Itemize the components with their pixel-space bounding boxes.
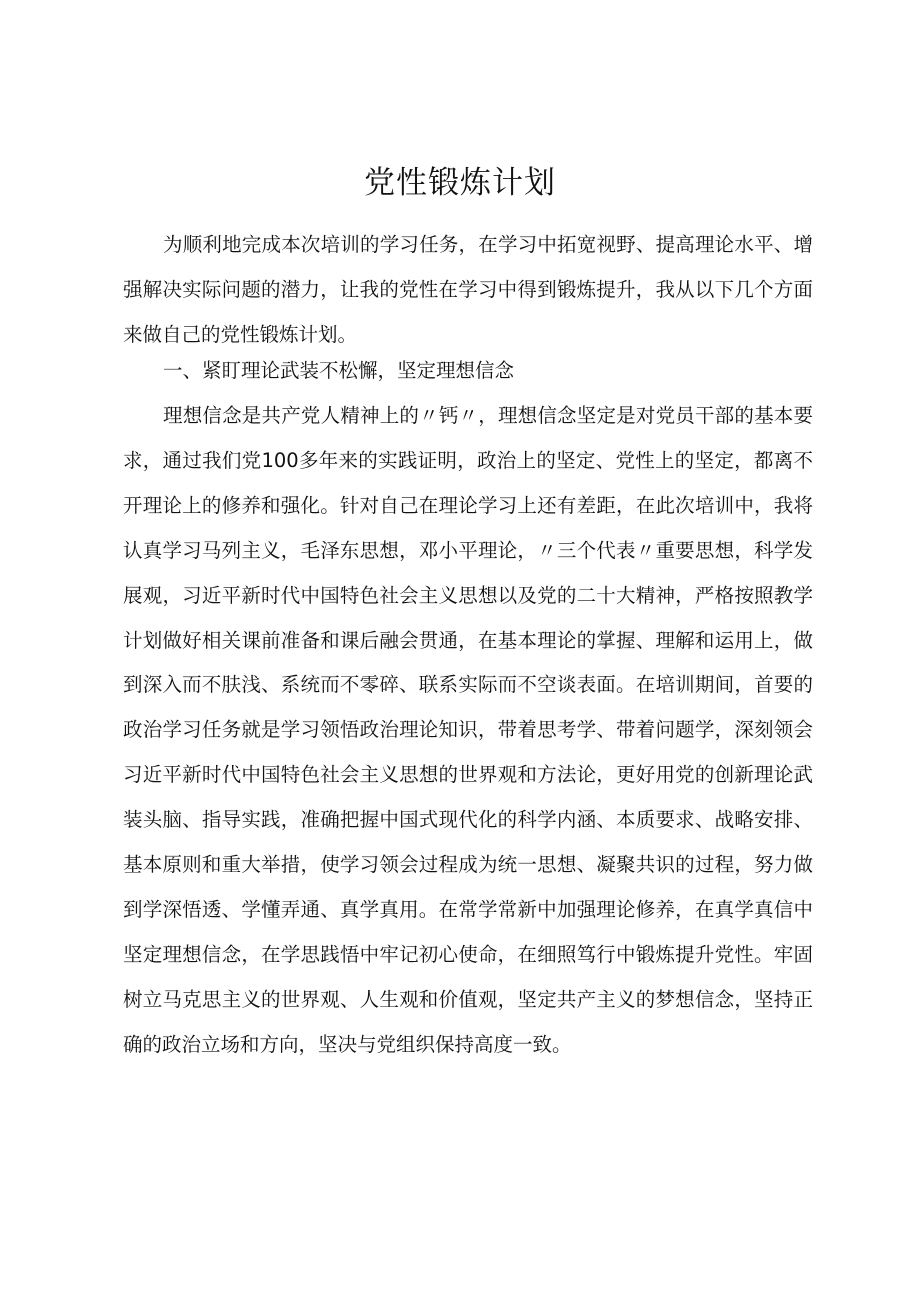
document-title: 党性锻炼计划 (364, 165, 556, 201)
section-heading: 一、紧盯理论武装不松懈，坚定理想信念 (163, 359, 515, 382)
intro-paragraph: 为顺利地完成本次培训的学习任务，在学习中拓宽视野、提高理论水平、增强解决实际问题的潜力，让我的党性在学习中得到锻炼提升，我从以下几个方面来做自己的党性锻炼计划。 (123, 233, 813, 346)
section-body-paragraph: 理想信念是共产党人精神上的〃钙〃，理想信念坚定是对党员干部的基本要求，通过我们党100多年来的实践证明，政治上的坚定、党性上的坚定，都离不开理论上的修养和强化。针对自己在理论学习上还有差距，在此次培训中，我将认真学习马列主义，毛泽东思想，邓小平理论，〃三个代表〃重要思想，科学发展观，习近平新时代中国特色社会主义思想以及党的二十大精神，严格按照教学计划做好相关课前准备和课后融会贯通，在基本理论的掌握、理解和运用上，做到深入而不肤浅、系统而不零碎、联系实际而不空谈表面。在培训期间，首要的政治学习任务就是学习领悟政治理论知识，带着思考学、带着问题学，深刻领会习近平新时代中国特色社会主义思想的世界观和方法论，更好用党的创新理论武装头脑、指导实践，准确把握中国式现代化的科学内涵、本质要求、战略安排、基本原则和重大举措，使学习领会过程成为统一思想、凝聚共识的过程，努力做到学深悟透、学懂弄通、真学真用。在常学常新中加强理论修养，在真学真信中坚定理想信念，在学思践悟中牢记初心使命，在细照笃行中锻炼提升党性。牢固树立马克思主义的世界观、人生观和价值观，坚定共产主义的梦想信念，坚持正确的政治立场和方向，坚决与党组织保持高度一致。 (123, 404, 813, 1056)
